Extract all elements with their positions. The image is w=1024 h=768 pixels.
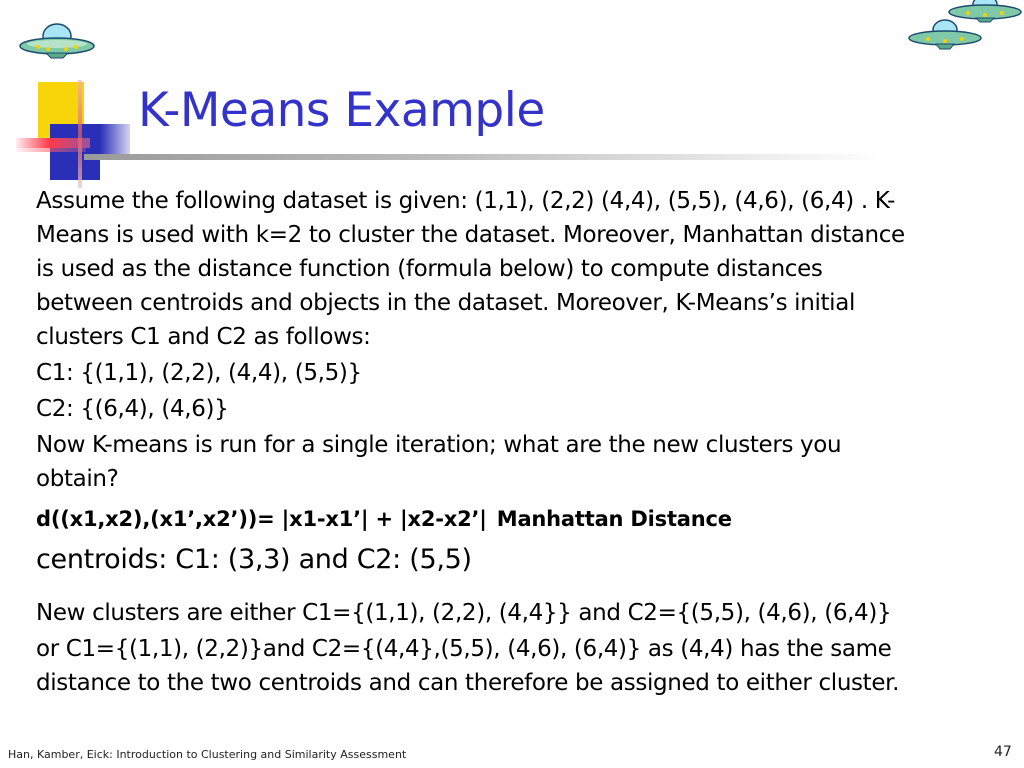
slide-footer: Han, Kamber, Eick: Introduction to Clustering and Similarity Assessment [8,748,407,761]
intro-line: between centroids and objects in the dataset. Moreover, K-Means’s initial [36,290,855,316]
formula-label: Manhattan Distance [496,507,732,531]
question-paragraph [36,428,1024,496]
question-line: Now K-means is run for a single iteration; what are the new clusters you [36,432,842,458]
title-underline [84,154,884,160]
decoration-blue-square [50,124,100,180]
decoration-red-bar-shadow [16,148,86,152]
intro-line: clusters C1 and C2 as follows: [36,324,371,350]
intro-line: Assume the following dataset is given: (1,1), (2,2) (4,4), (5,5), (4,6), (6,4) . K- [36,188,896,214]
intro-line: is used as the distance function (formula below) to compute distances [36,256,823,282]
page-number: 47 [994,744,1012,760]
formula-expression: d((x1,x2),(x1’,x2’))= |x1-x1’| + |x2-x2’| [36,507,487,531]
intro-paragraph [36,184,1024,354]
centroids-line: centroids: C1: (3,3) and C2: (5,5) [36,544,472,575]
alternative-line: distance to the two centroids and can therefore be assigned to either cluster. [36,670,900,696]
decoration-vertical-line [78,80,82,188]
alternative-line: or C1={(1,1), (2,2)}and C2={(4,4},(5,5), (4,6), (6,4)} as (4,4) has the same [36,636,892,662]
slide-body [36,184,1024,700]
ufo-icon [18,20,96,64]
intro-line: Means is used with k=2 to cluster the dataset. Moreover, Manhattan distance [36,222,905,248]
new-clusters-line: New clusters are either C1={(1,1), (2,2), (4,4}} and C2={(5,5), (4,6), (6,4)} [36,600,892,626]
cluster-c2: C2: {(6,4), (4,6)} [36,396,229,422]
title-decoration [16,80,130,190]
decoration-red-bar [16,138,90,148]
cluster-c1: C1: {(1,1), (2,2), (4,4), (5,5)} [36,360,362,386]
question-line: obtain? [36,466,119,492]
slide-title: K-Means Example [138,83,545,138]
ufo-icon [906,18,984,52]
alternative-paragraph [36,632,1024,700]
manhattan-formula [36,504,1024,534]
